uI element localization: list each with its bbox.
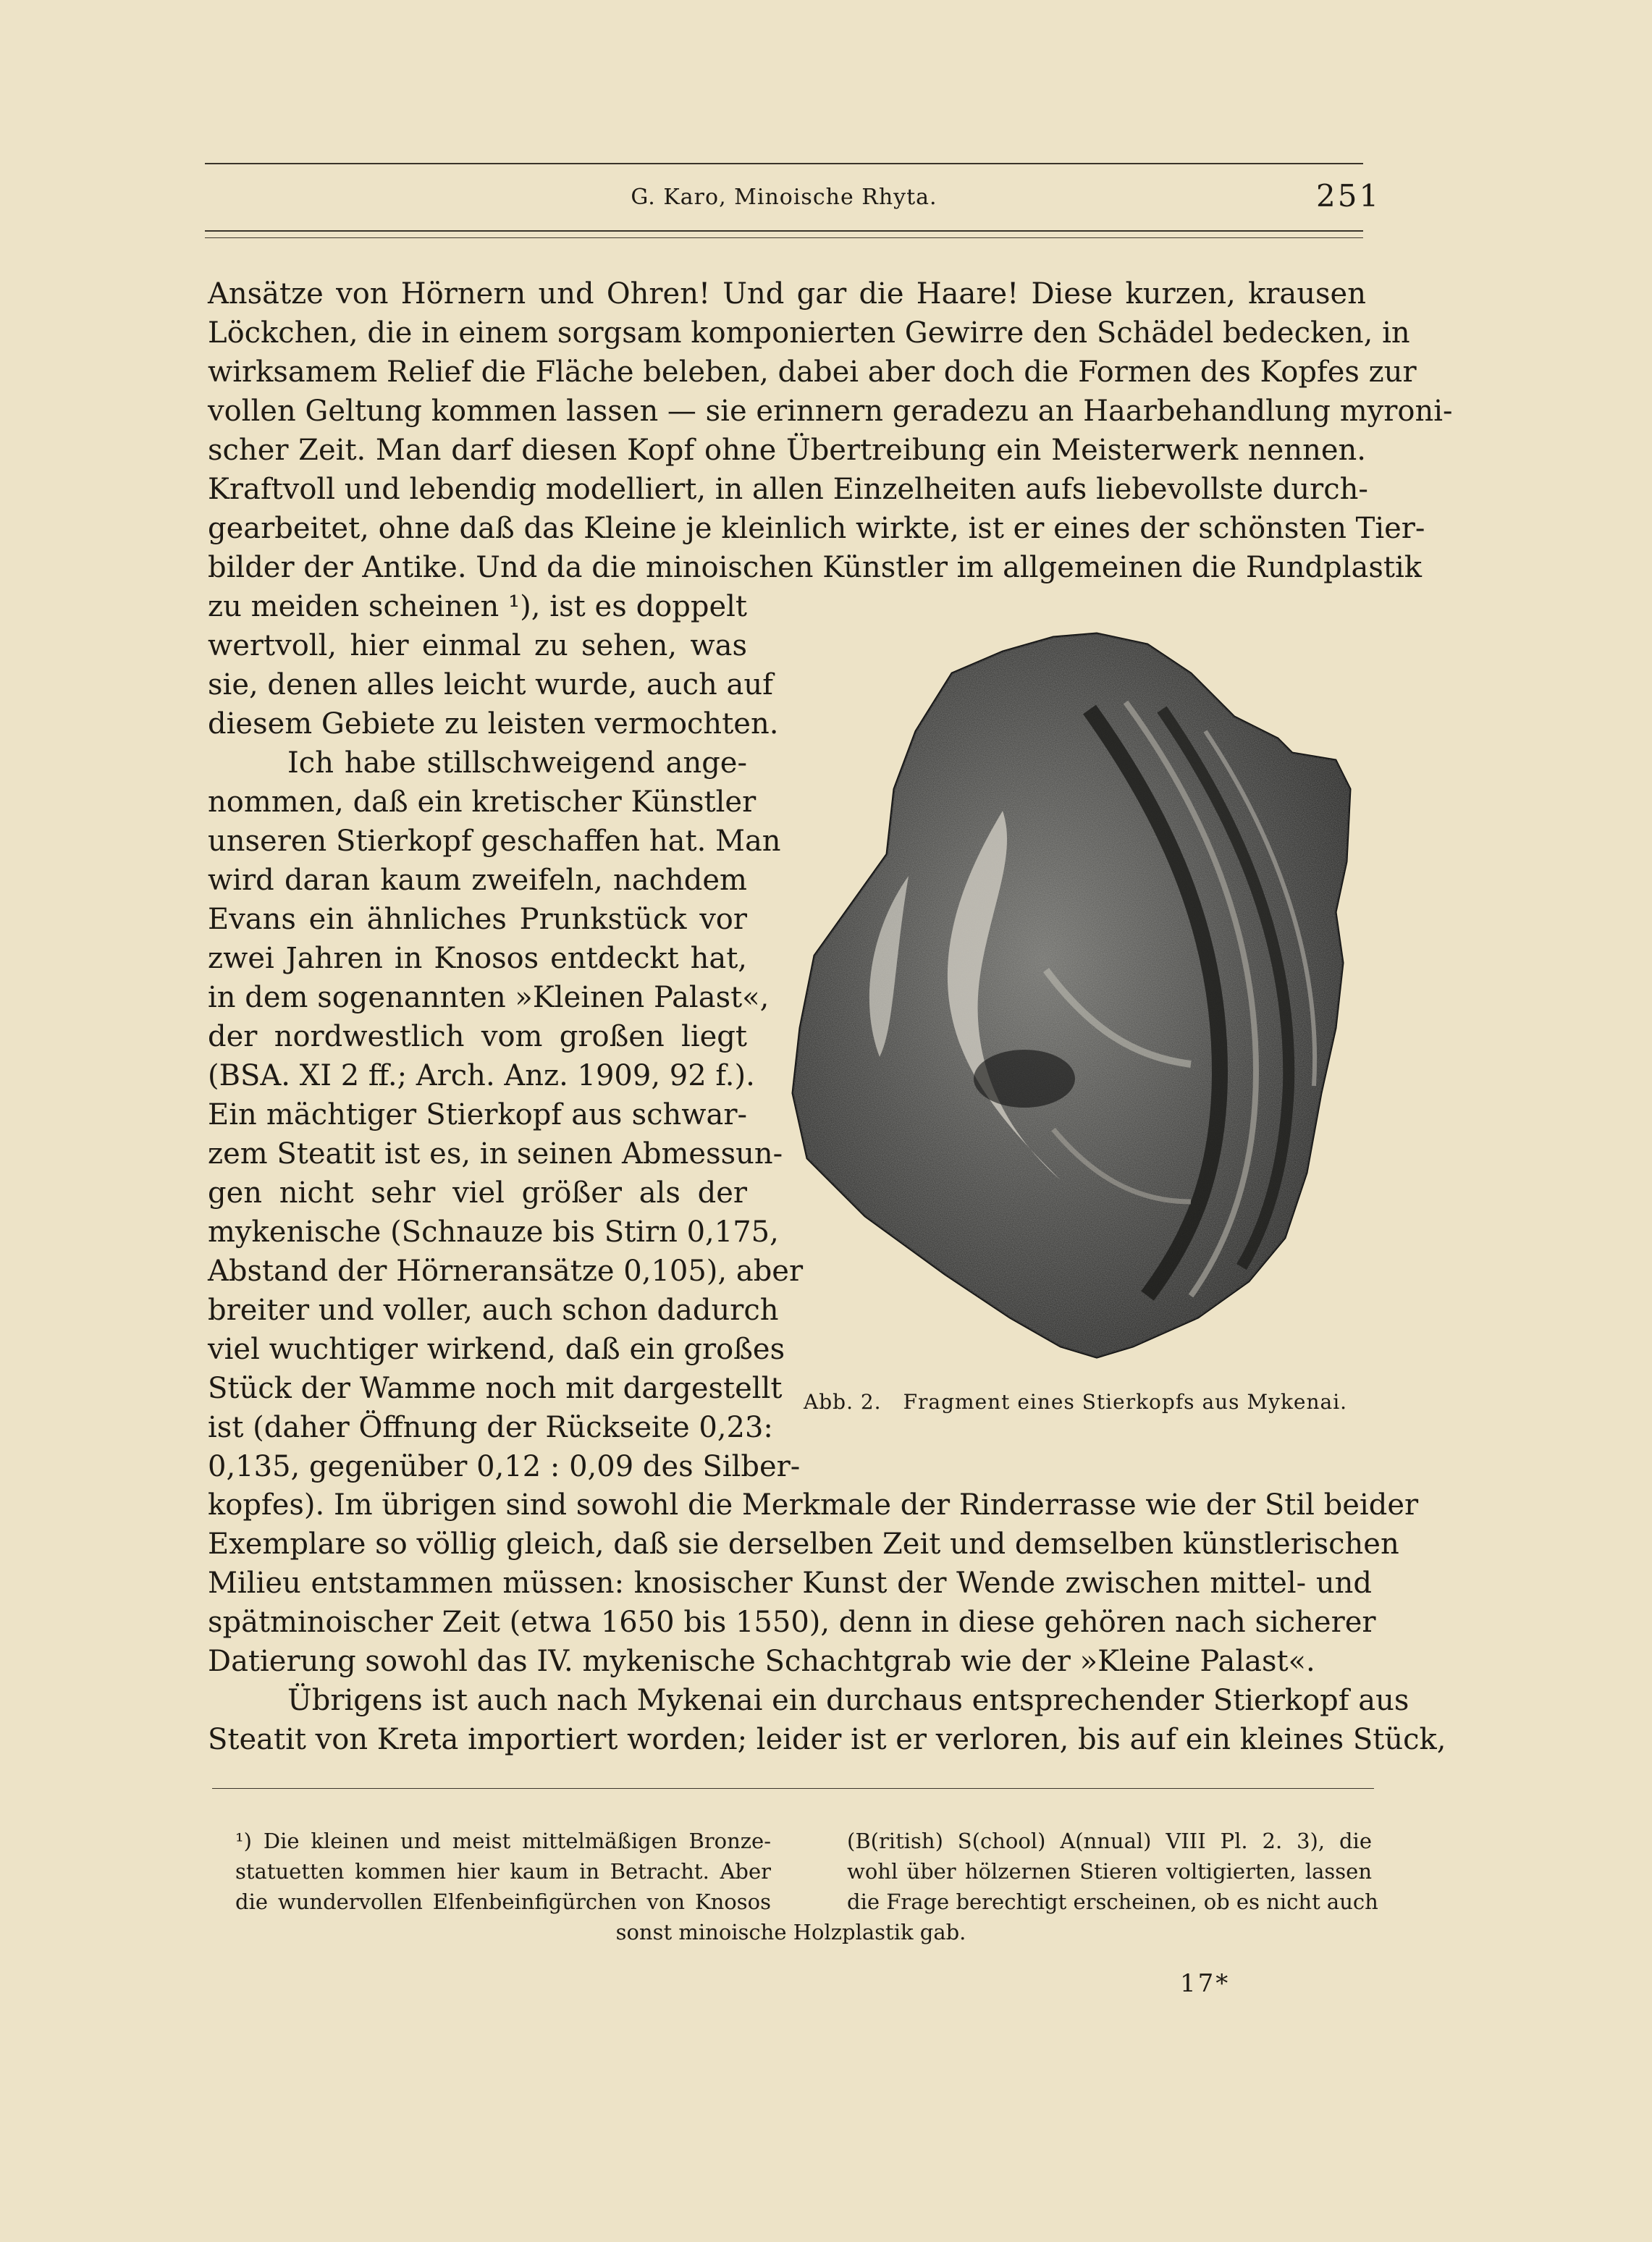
text-line: 0,135, gegenüber 0,12 : 0,09 des Silber- bbox=[208, 1450, 801, 1483]
text-line: breiter und voller, auch schon dadurch bbox=[208, 1294, 779, 1327]
text-line: Ansätze von Hörnern und Ohren! Und gar die Haare! Diese kurzen, krausen bbox=[208, 277, 1366, 311]
page-number: 251 bbox=[1316, 178, 1381, 214]
footnote-line: ¹) Die kleinen und meist mittelmäßigen Bronze- bbox=[235, 1829, 771, 1853]
text-line: wird daran kaum zweifeln, nachdem bbox=[208, 864, 747, 897]
text-line: zwei Jahren in Knosos entdeckt hat, bbox=[208, 942, 747, 975]
text-line: scher Zeit. Man darf diesen Kopf ohne Übertreibung ein Meisterwerk nennen. bbox=[208, 434, 1366, 467]
text-line: Steatit von Kreta importiert worden; leider ist er verloren, bis auf ein kleines Stück, bbox=[208, 1723, 1446, 1756]
text-line: Datierung sowohl das IV. mykenische Schachtgrab wie der »Kleine Palast«. bbox=[208, 1645, 1315, 1678]
text-line: Ein mächtiger Stierkopf aus schwar- bbox=[208, 1098, 747, 1131]
text-line: Ich habe stillschweigend ange- bbox=[287, 746, 747, 780]
text-line: unseren Stierkopf geschaffen hat. Man bbox=[208, 825, 781, 858]
header-double-rule-bottom bbox=[205, 237, 1363, 238]
text-line: Kraftvoll und lebendig modelliert, in allen Einzelheiten aufs liebevollste durch- bbox=[208, 473, 1368, 506]
footnote-column-left bbox=[235, 1826, 771, 1917]
paragraph-bottom bbox=[208, 1485, 1446, 1759]
text-line: wertvoll, hier einmal zu sehen, was bbox=[208, 629, 747, 662]
text-line: (BSA. XI 2 ff.; Arch. Anz. 1909, 92 f.). bbox=[208, 1059, 755, 1092]
footnote-rule bbox=[212, 1788, 1374, 1789]
text-line: vollen Geltung kommen lassen — sie erinnern geradezu an Haarbehandlung myroni- bbox=[208, 395, 1453, 428]
text-line: Evans ein ähnliches Prunkstück vor bbox=[208, 903, 747, 936]
text-line: wirksamem Relief die Fläche beleben, dabei aber doch die Formen des Kopfes zur bbox=[208, 355, 1417, 389]
text-line: der nordwestlich vom großen liegt bbox=[208, 1020, 747, 1053]
text-line: Milieu entstammen müssen: knosischer Kunst der Wende zwischen mittel- und bbox=[208, 1567, 1372, 1600]
text-line: Löckchen, die in einem sorgsam komponierten Gewirre den Schädel bedecken, in bbox=[208, 316, 1410, 350]
signature-mark: 17* bbox=[1180, 1969, 1231, 1998]
figure-caption bbox=[804, 1390, 1368, 1414]
figure-caption-text: Fragment eines Stierkopfs aus Mykenai. bbox=[903, 1390, 1348, 1414]
text-line: viel wuchtiger wirkend, daß ein großes bbox=[208, 1333, 785, 1366]
stone-fragment-image bbox=[785, 623, 1365, 1361]
text-line: zem Steatit ist es, in seinen Abmessun- bbox=[208, 1137, 783, 1171]
text-line: nommen, daß ein kretischer Künstler bbox=[208, 785, 757, 819]
footnote-column-right bbox=[847, 1826, 1378, 1917]
text-line: kopfes). Im übrigen sind sowohl die Merkmale der Rinderrasse wie der Stil beider bbox=[208, 1488, 1419, 1522]
footnote-line: statuetten kommen hier kaum in Betracht. Aber bbox=[235, 1859, 771, 1884]
text-line: zu meiden scheinen ¹), ist es doppelt bbox=[208, 590, 747, 623]
text-line: gen nicht sehr viel größer als der bbox=[208, 1176, 747, 1210]
running-head: G. Karo, Minoische Rhyta. bbox=[631, 185, 937, 210]
footnote-line: die Frage berechtigt erscheinen, ob es nicht auch bbox=[847, 1889, 1378, 1914]
header-double-rule-top bbox=[205, 230, 1363, 232]
footnote-line: wohl über hölzernen Stieren voltigierten, lassen bbox=[847, 1859, 1372, 1884]
figure-bull-head-fragment bbox=[785, 623, 1365, 1361]
text-line: Abstand der Hörneransätze 0,105), aber bbox=[208, 1255, 804, 1288]
footnote-last-line: sonst minoische Holzplastik gab. bbox=[615, 1920, 966, 1944]
text-line: Exemplare so völlig gleich, daß sie derselben Zeit und demselben künstlerischen bbox=[208, 1527, 1399, 1561]
figure-label: Abb. 2. bbox=[804, 1390, 882, 1414]
paragraph-top bbox=[208, 274, 1453, 587]
text-line: sie, denen alles leicht wurde, auch auf bbox=[208, 668, 773, 701]
text-line: Stück der Wamme noch mit dargestellt bbox=[208, 1372, 783, 1405]
text-line: in dem sogenannten »Kleinen Palast«, bbox=[208, 981, 770, 1014]
header-rule bbox=[205, 163, 1363, 164]
text-line: spätminoischer Zeit (etwa 1650 bis 1550), denn in diese gehören nach sicherer bbox=[208, 1606, 1376, 1639]
text-line: bilder der Antike. Und da die minoischen Künstler im allgemeinen die Rundplastik bbox=[208, 551, 1423, 584]
column-left-text bbox=[208, 587, 804, 1486]
text-line: diesem Gebiete zu leisten vermochten. bbox=[208, 707, 779, 741]
text-line: gearbeitet, ohne daß das Kleine je kleinlich wirkte, ist er eines der schönsten Tier- bbox=[208, 512, 1425, 545]
text-line: Übrigens ist auch nach Mykenai ein durchaus entsprechender Stierkopf aus bbox=[287, 1684, 1409, 1717]
footnote-line: die wundervollen Elfenbeinfigürchen von Knosos bbox=[235, 1889, 771, 1914]
text-line: mykenische (Schnauze bis Stirn 0,175, bbox=[208, 1215, 779, 1249]
footnote-line: (B(ritish) S(chool) A(nnual) VIII Pl. 2. 3), die bbox=[847, 1829, 1372, 1853]
text-line: ist (daher Öffnung der Rückseite 0,23: bbox=[208, 1411, 773, 1444]
